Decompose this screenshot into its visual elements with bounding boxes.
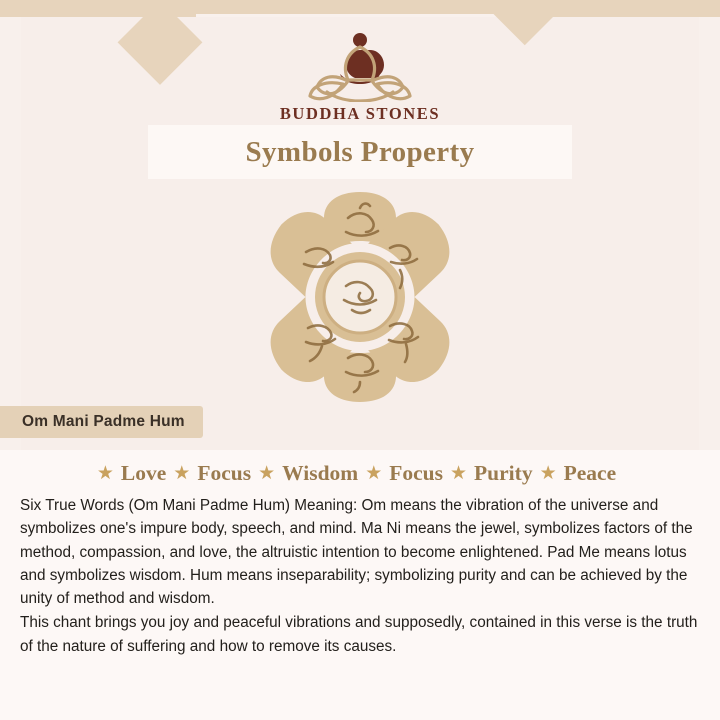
mantra-tag <box>0 406 203 438</box>
lotus-meditation-icon <box>0 22 720 102</box>
star-icon: ★ <box>450 463 468 484</box>
star-icon: ★ <box>365 463 383 484</box>
keyword-item: Focus <box>389 461 443 485</box>
star-icon: ★ <box>173 463 191 484</box>
keyword-item: Focus <box>197 461 252 485</box>
star-icon: ★ <box>96 463 114 484</box>
brand-logo <box>0 22 720 124</box>
description-text <box>0 492 720 658</box>
keyword-item: Peace <box>563 461 617 485</box>
mantra-tag-label: Om Mani Padme Hum <box>22 413 185 430</box>
page-title-text: Symbols Property <box>245 135 475 168</box>
brand-name: BUDDHA STONES <box>279 104 441 123</box>
star-icon: ★ <box>539 463 557 484</box>
keyword-item: Purity <box>474 461 533 485</box>
page-title <box>148 125 572 179</box>
description-paragraph-1: Six True Words (Om Mani Padme Hum) Meaning: Om means the vibration of the universe and symbolizes one's impure body, speech, and mind. Ma Ni means the jewel, symbolizes factors of the method, compassion, and love, the altruistic intention to become enlightened. Pad Me means lotus and symbolizes wisdom. Hum means inseparability; symbolizing purity and can be achieved by the unity of method and wisdom. <box>20 497 693 607</box>
keyword-list <box>0 450 720 492</box>
description-panel <box>0 450 720 720</box>
six-syllable-mantra-mandala-icon <box>234 186 486 408</box>
keyword-item: Wisdom <box>282 461 359 485</box>
keyword-item: Love <box>120 461 167 485</box>
description-paragraph-2: This chant brings you joy and peaceful vibrations and supposedly, contained in this verse is the truth of the nature of suffering and how to remove its causes. <box>20 614 698 655</box>
star-icon: ★ <box>258 463 276 484</box>
